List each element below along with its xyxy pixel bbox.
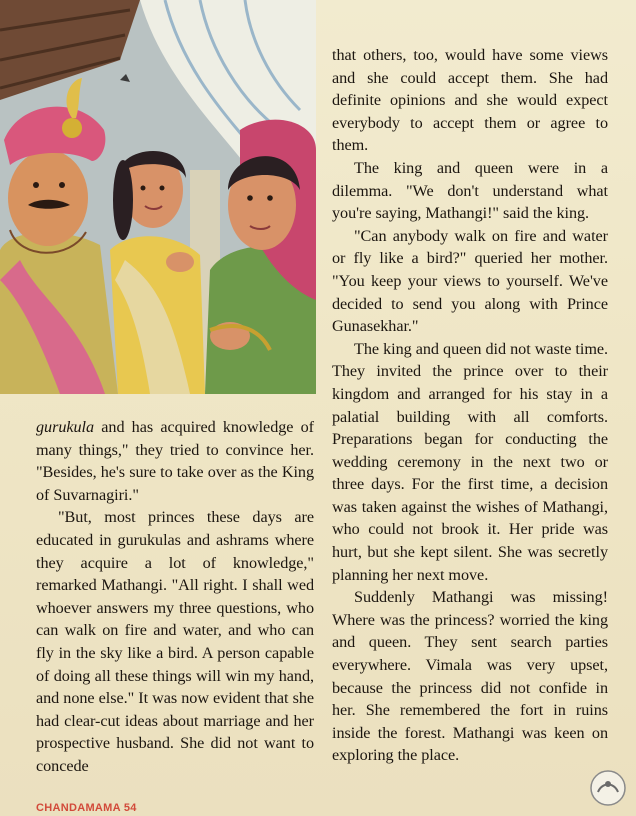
right-paragraph-3: "Can anybody walk on fire and water or fly like a bird?" queried her mother. "You keep your views to yourself. We've decided to send you along with Prince Gunasekhar." <box>332 226 608 336</box>
left-column <box>36 416 314 778</box>
publisher-stamp-icon <box>588 768 628 808</box>
right-paragraph-4: The king and queen did not waste time. They invited the prince over to their kingdom and arranged for his stay in a palatial building with all comforts. Preparations began for conducting the wedding ceremony in the next two or three days. For the first time, a decision was taken against the wishes of Mathangi, who could not brook it. Her pride was hurt, but she kept silent. She was secretly planning her next move. <box>332 339 608 584</box>
gurukula-term: gurukula <box>36 418 95 436</box>
left-paragraph-1-text: and has acquired knowledge of many things," they tried to convince her. "Besides, he's sure to take over as the King of Suvarnagiri." <box>36 418 314 504</box>
right-paragraph-2: The king and queen were in a dilemma. "We don't understand what you're saying, Mathangi!" said the king. <box>332 158 608 223</box>
left-paragraph-1 <box>36 416 314 506</box>
illustration-king-queen-princess <box>0 0 316 394</box>
right-paragraph-5: Suddenly Mathangi was missing! Where was the princess? worried the king and queen. They sent search parties everywhere. Vimala was very upset, because the princess did not confide in her. She remembered the fort in ruins inside the forest. Mathangi was keen on exploring the place. <box>332 588 608 765</box>
left-paragraph-2: "But, most princes these days are educated in gurukulas and ashrams where they acquire a lot of knowledge," remarked Mathangi. "All right. I shall wed whoever answers my three questions, who can walk on fire and water, and who can fly in the sky like a bird. A person capable of doing all these things will win my hand, and none else." It was now evident that she had clear-cut ideas about marriage and her prospective husband. She did not want to concede <box>36 508 314 775</box>
page-folio: CHANDAMAMA 54 <box>36 802 137 814</box>
right-paragraph-1: that others, too, would have some views and she could accept them. She had definite opinions and she would expect everybody to accept them or agree to them. <box>332 46 608 155</box>
story-illustration <box>0 0 316 394</box>
right-column <box>332 44 608 767</box>
